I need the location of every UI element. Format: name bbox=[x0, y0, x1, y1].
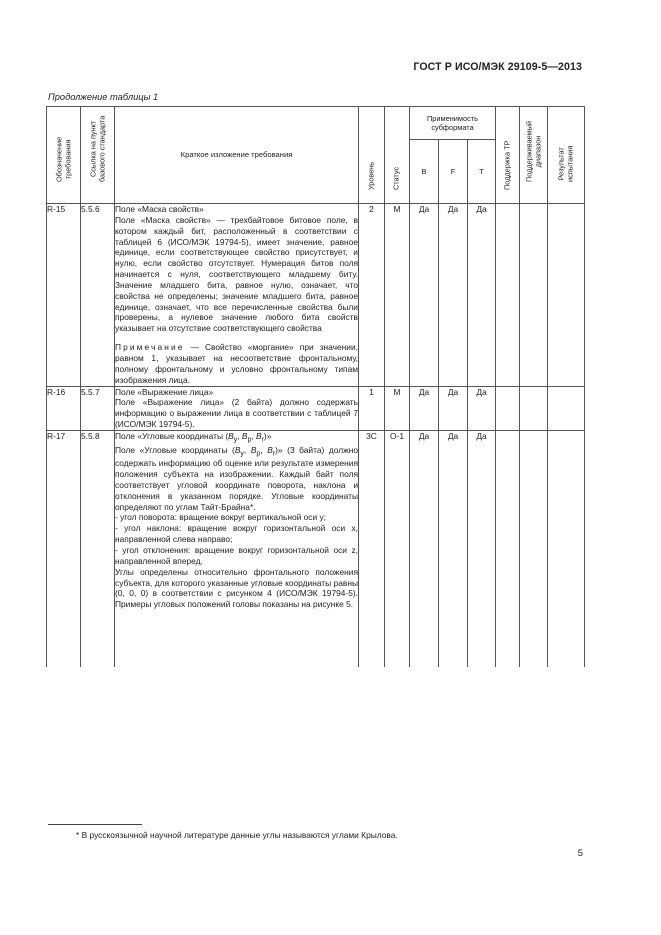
header-reference: Ссылка на пункт базового стандарта bbox=[81, 107, 115, 204]
row-reference: 5.5.7 bbox=[81, 386, 115, 430]
row-id: R-15 bbox=[47, 204, 81, 387]
row-subformat-t: Да bbox=[468, 204, 496, 387]
header-subformat-b: B bbox=[410, 140, 439, 204]
row-status: O-1 bbox=[385, 430, 410, 667]
row-level: 2 bbox=[359, 204, 385, 387]
row-level: 1 bbox=[359, 386, 385, 430]
row-summary: Поле «Маска свойств» Поле «Маска свойств» — трехбайтовое битовое поле, в котором каждый бит, расположенный в соответствии с таблицей 6 (ИСО/МЭК 19794-5), имеет значение, равное единице, если соответствующее свойство присутствует, и нулю, если свойство отсутствует. Нумерация битов поля начинается с нуля, соответствующего младшему биту. Значение младшего бита, равное нулю, означает, что свойства не определены; значение младшего бита, равное единице, означает, что все перечисленные свойства были проверены, а нулевое значение любого бита свойств указывает на отсутствие соответствующего свойства Примечание — Свойство «моргание» при значении, равном 1, указывает на несоответствие фронтальному, полному фронтальному и условно фронтальному типам изображения лица. bbox=[115, 204, 358, 385]
table-row bbox=[47, 430, 585, 667]
row-id: R-17 bbox=[47, 430, 81, 667]
row-subformat-b: Да bbox=[410, 386, 439, 430]
row-test-result bbox=[548, 430, 585, 667]
row-reference: 5.5.6 bbox=[81, 204, 115, 387]
header-tr-support: Поддержка ТР bbox=[496, 107, 520, 204]
row-tr-support bbox=[496, 430, 520, 667]
header-subformat-f: F bbox=[439, 140, 468, 204]
row-subformat-b: Да bbox=[410, 430, 439, 667]
row-id: R-16 bbox=[47, 386, 81, 430]
row-supported-range bbox=[520, 204, 548, 387]
row-summary: Поле «Угловые координаты ($B_y$, $B_p$, $B_r$)» Поле «Угловые координаты ($B_y$, $B_p$, $B_r$)» (3 байта) должно содержать информацию об оценке или результате измерения положения субъекта на изображении. Каждый байт поля соответствует угловой координате поворота, наклона и отклонения в указанном порядке. Угловые координаты определяют по углам Тайт-Брайна*. - угол поворота: вращение вокруг вертикальной оси y; - угол наклона: вращение вокруг горизонтальной оси x, направленной слева направо; - угол отклонения: вращение вокруг горизонтальной оси z, направленной вперед. Углы определены относительно фронтального положения субъекта, для которого указанные угловые координаты равны (0, 0, 0) в соответствии с рисунком 4 (ИСО/МЭК 19794-5). Примеры угловых положений головы показаны на рисунке 5. bbox=[115, 430, 359, 667]
standard-code: ГОСТ Р ИСО/МЭК 29109-5—2013 bbox=[413, 61, 582, 73]
row-tr-support bbox=[496, 204, 520, 387]
page-number: 5 bbox=[577, 847, 583, 858]
row-subformat-f: Да bbox=[439, 204, 468, 387]
row-reference: 5.5.8 bbox=[81, 430, 115, 667]
row-tr-support bbox=[496, 386, 520, 430]
header-summary: Краткое изложение требования bbox=[115, 107, 359, 204]
row-test-result bbox=[548, 204, 585, 387]
header-status: Статус bbox=[385, 107, 410, 204]
header-applicability: Применимость субформата bbox=[410, 107, 496, 140]
row-status: M bbox=[385, 386, 410, 430]
row-status: M bbox=[385, 204, 410, 387]
header-designation: Обозначение требования bbox=[47, 107, 81, 204]
requirements-table bbox=[46, 106, 585, 667]
row-subformat-f: Да bbox=[439, 430, 468, 667]
row-subformat-f: Да bbox=[439, 386, 468, 430]
header-subformat-t: T bbox=[468, 140, 496, 204]
header-test-result: Результат испытания bbox=[548, 107, 585, 204]
table-row bbox=[47, 204, 585, 387]
row-supported-range bbox=[520, 430, 548, 667]
row-supported-range bbox=[520, 386, 548, 430]
row-subformat-t: Да bbox=[468, 430, 496, 667]
footnote-divider bbox=[48, 824, 142, 825]
footnote: * В русскоязычной научной литературе данные углы называются углами Крылова. bbox=[76, 830, 398, 840]
table-continuation-label: Продолжение таблицы 1 bbox=[48, 92, 159, 102]
row-summary: Поле «Выражение лица» Поле «Выражение лица» (2 байта) должно содержать информацию о выражении лица в соответствии с таблицей 7 (ИСО/МЭК 19794-5). bbox=[115, 386, 358, 430]
table-row bbox=[47, 386, 585, 430]
row-subformat-b: Да bbox=[410, 204, 439, 387]
row-subformat-t: Да bbox=[468, 386, 496, 430]
header-level: Уровень bbox=[359, 107, 385, 204]
row-level: 3С bbox=[359, 430, 385, 667]
row-test-result bbox=[548, 386, 585, 430]
header-supported-range: Поддерживаемый диапазон bbox=[520, 107, 548, 204]
